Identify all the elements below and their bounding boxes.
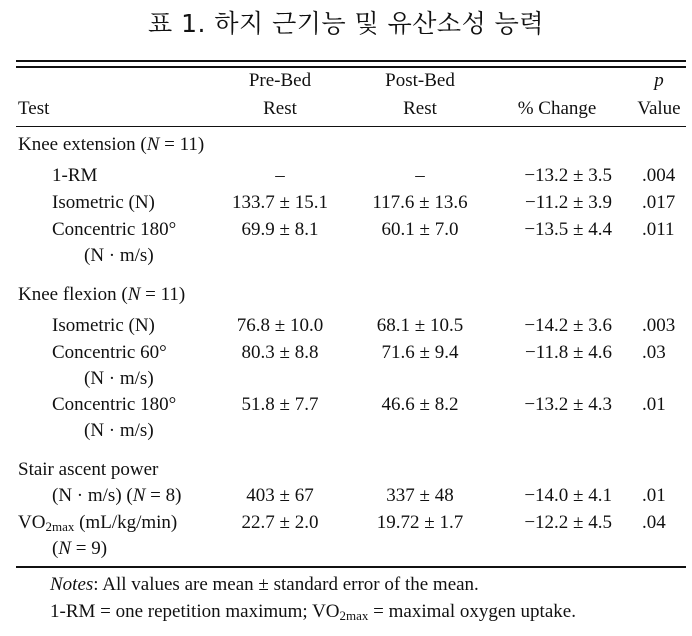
table-notes-line2 — [50, 600, 576, 624]
cell-p: .011 — [642, 219, 675, 240]
cell-change: −13.2 ± 3.5 — [524, 165, 612, 186]
bottom-rule — [16, 566, 686, 568]
cell-p: .01 — [642, 485, 666, 506]
cell-pre: 51.8 ± 7.7 — [241, 394, 319, 415]
cell-pre: 403 ± 67 — [246, 485, 314, 506]
header-post-line2: Rest — [403, 98, 437, 119]
cell-change: −13.2 ± 4.3 — [524, 394, 612, 415]
cell-p: .04 — [642, 512, 666, 533]
notes-text: : All values are mean ± standard error of the mean. — [93, 574, 479, 595]
top-rule-1 — [16, 60, 686, 62]
cell-post: – — [415, 165, 425, 186]
cell-post: 68.1 ± 10.5 — [376, 315, 464, 336]
header-pre-line2: Rest — [263, 98, 297, 119]
cell-post: 19.72 ± 1.7 — [376, 512, 464, 533]
header-pre-line1: Pre-Bed — [248, 70, 312, 91]
row-label: Isometric (N) — [52, 192, 155, 213]
header-rule — [16, 126, 686, 127]
row-label-unit: (N · m/s) — [84, 420, 154, 441]
notes-label: Notes — [50, 574, 94, 595]
n-variable: N — [127, 284, 141, 305]
header-p-line2: Value — [637, 98, 681, 119]
top-rule-2 — [16, 66, 686, 68]
row-label: Concentric 180° — [52, 394, 177, 415]
vo2-unit: (mL/kg/min) — [74, 512, 178, 533]
row-label: Concentric 60° — [52, 342, 167, 363]
cell-post: 337 ± 48 — [386, 485, 454, 506]
row-label-n — [52, 538, 107, 560]
cell-change: −11.8 ± 4.6 — [525, 342, 612, 363]
table-caption: 표 1. 하지 근기능 및 유산소성 능력 — [148, 9, 544, 38]
row-label: Isometric (N) — [52, 315, 155, 336]
cell-p: .004 — [642, 165, 676, 186]
n-value: = 11) — [159, 134, 205, 155]
cell-change: −11.2 ± 3.9 — [525, 192, 612, 213]
n-variable: N — [132, 485, 146, 506]
cell-p: .03 — [642, 342, 666, 363]
cell-pre: 76.8 ± 10.0 — [236, 315, 324, 336]
notes-subscript: 2max — [339, 608, 369, 623]
vo2-subscript: 2max — [45, 519, 75, 534]
cell-post: 60.1 ± 7.0 — [381, 219, 459, 240]
row-label: 1-RM — [52, 165, 98, 186]
cell-pre: 133.7 ± 15.1 — [232, 192, 328, 213]
table-notes-line1 — [50, 573, 479, 597]
cell-post: 117.6 ± 13.6 — [372, 192, 468, 213]
header-p-line1: p — [654, 70, 664, 91]
n-variable: N — [146, 134, 160, 155]
header-change: % Change — [517, 98, 597, 119]
n-value: = 8) — [145, 485, 182, 506]
cell-pre: 69.9 ± 8.1 — [241, 219, 319, 240]
unit-text: (N · m/s) ( — [52, 485, 133, 506]
n-value: = 11) — [140, 284, 186, 305]
cell-change: −14.0 ± 4.1 — [524, 485, 612, 506]
header-post-line1: Post-Bed — [385, 70, 455, 91]
section-title-text: Knee extension ( — [18, 134, 147, 155]
header-test: Test — [18, 98, 50, 119]
cell-post: 71.6 ± 9.4 — [381, 342, 459, 363]
section-title-knee-flexion — [18, 284, 185, 306]
row-label-unit — [52, 485, 181, 507]
cell-change: −12.2 ± 4.5 — [524, 512, 612, 533]
n-value: = 9) — [71, 538, 108, 559]
cell-pre: – — [275, 165, 285, 186]
cell-change: −14.2 ± 3.6 — [524, 315, 612, 336]
cell-p: .01 — [642, 394, 666, 415]
n-variable: N — [58, 538, 72, 559]
row-label-unit: (N · m/s) — [84, 245, 154, 266]
cell-pre: 80.3 ± 8.8 — [241, 342, 319, 363]
cell-p: .003 — [642, 315, 676, 336]
paren-open: ( — [52, 538, 59, 559]
row-label — [18, 512, 177, 534]
notes-abbrev-a: 1-RM = one repetition maximum; VO — [50, 601, 340, 622]
notes-abbrev-b: = maximal oxygen uptake. — [368, 601, 576, 622]
cell-p: .017 — [642, 192, 676, 213]
section-title-knee-extension — [18, 134, 204, 156]
vo2-text: VO — [18, 512, 46, 533]
row-label: Concentric 180° — [52, 219, 177, 240]
section-title-stair-ascent: Stair ascent power — [18, 459, 159, 480]
row-label-unit: (N · m/s) — [84, 368, 154, 389]
section-title-text: Knee flexion ( — [18, 284, 128, 305]
cell-pre: 22.7 ± 2.0 — [241, 512, 319, 533]
cell-change: −13.5 ± 4.4 — [524, 219, 612, 240]
cell-post: 46.6 ± 8.2 — [381, 394, 459, 415]
